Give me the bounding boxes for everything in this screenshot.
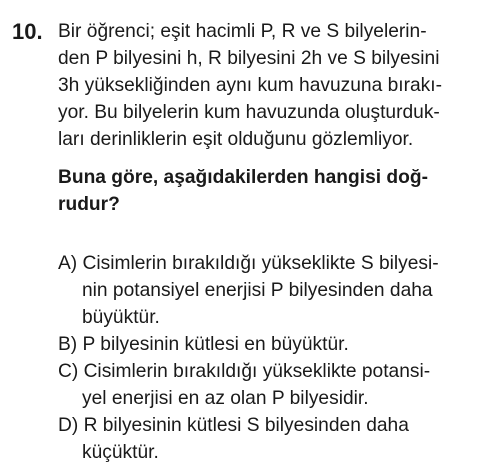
- stem-line: ları derinliklerin eşit olduğunu gözlemliyor.: [58, 129, 414, 150]
- option-d-line: D) R bilyesinin kütlesi S bilyesinden daha: [58, 415, 409, 436]
- option-c-line: yel enerjisi en az olan P bilyesidir.: [82, 388, 369, 409]
- answer-options: [58, 250, 488, 466]
- question-stem: [58, 18, 482, 153]
- stem-line: Bir öğrenci; eşit hacimli P, R ve S bilyelerin-: [58, 21, 427, 42]
- question-prompt: [58, 164, 482, 218]
- option-d-line: küçüktür.: [82, 442, 159, 463]
- option-d[interactable]: [58, 412, 488, 466]
- option-b-line: B) P bilyesinin kütlesi en büyüktür.: [58, 334, 349, 355]
- stem-line: den P bilyesini h, R bilyesini 2h ve S bilyesini: [58, 48, 440, 69]
- option-c[interactable]: [58, 358, 488, 412]
- option-a[interactable]: [58, 250, 488, 331]
- option-a-line: nin potansiyel enerjisi P bilyesinden daha: [82, 280, 433, 301]
- question-number: 10.: [12, 19, 43, 44]
- option-a-line: A) Cisimlerin bırakıldığı yükseklikte S bilyesi-: [58, 253, 439, 274]
- option-c-line: C) Cisimlerin bırakıldığı yükseklikte potansi-: [58, 361, 431, 382]
- stem-line: yor. Bu bilyelerin kum havuzunda oluşturduk-: [58, 102, 440, 123]
- prompt-line: rudur?: [58, 194, 120, 215]
- option-a-line: büyüktür.: [82, 307, 160, 328]
- question-body: [58, 18, 482, 218]
- prompt-line: Buna göre, aşağıdakilerden hangisi doğ-: [58, 167, 428, 188]
- option-b[interactable]: [58, 331, 488, 358]
- stem-line: 3h yüksekliğinden aynı kum havuzuna bırakı-: [58, 75, 442, 96]
